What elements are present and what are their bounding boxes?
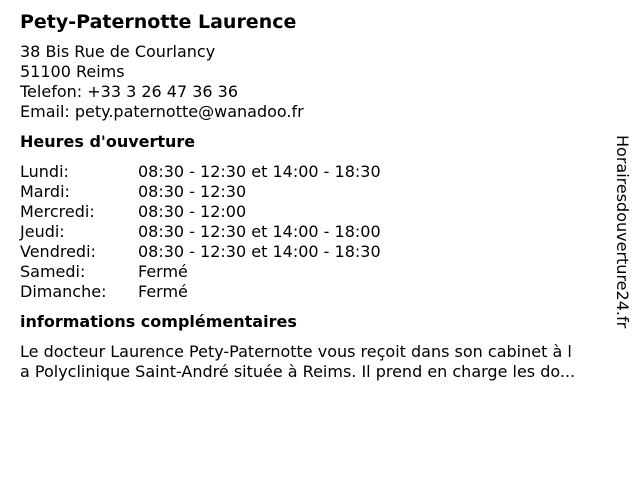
hours-time: 08:30 - 12:00 [138, 202, 247, 221]
business-name: Pety-Paternotte Laurence [20, 11, 297, 33]
hours-day: Lundi: [20, 162, 69, 181]
phone-line: Telefon: +33 3 26 47 36 36 [20, 82, 239, 101]
hours-time: 08:30 - 12:30 [138, 182, 247, 201]
info-description [20, 342, 620, 382]
hours-row [20, 262, 620, 282]
hours-day: Dimanche: [20, 282, 107, 301]
business-card [20, 10, 620, 382]
address-city: 51100 Reims [20, 62, 125, 81]
hours-time: 08:30 - 12:30 et 14:00 - 18:00 [138, 222, 381, 241]
hours-day: Samedi: [20, 262, 86, 281]
hours-row [20, 202, 620, 222]
hours-time: 08:30 - 12:30 et 14:00 - 18:30 [138, 242, 381, 261]
hours-time: Fermé [138, 282, 188, 301]
hours-row [20, 182, 620, 202]
hours-time: 08:30 - 12:30 et 14:00 - 18:30 [138, 162, 381, 181]
hours-list [20, 162, 620, 302]
site-watermark: Horairesdouverture24.fr [613, 135, 632, 329]
address-street: 38 Bis Rue de Courlancy [20, 42, 216, 61]
hours-row [20, 282, 620, 302]
hours-day: Mardi: [20, 182, 70, 201]
hours-day: Mercredi: [20, 202, 95, 221]
hours-row [20, 242, 620, 262]
hours-row [20, 162, 620, 182]
hours-day: Jeudi: [20, 222, 65, 241]
info-line: a Polyclinique Saint-André située à Reims. Il prend en charge les do... [20, 362, 576, 381]
hours-row [20, 222, 620, 242]
hours-heading: Heures d'ouverture [20, 132, 196, 151]
info-heading: informations complémentaires [20, 312, 297, 331]
email-line: Email: pety.paternotte@wanadoo.fr [20, 102, 304, 121]
info-line: Le docteur Laurence Pety-Paternotte vous reçoit dans son cabinet à l [20, 342, 572, 361]
hours-time: Fermé [138, 262, 188, 281]
hours-day: Vendredi: [20, 242, 96, 261]
